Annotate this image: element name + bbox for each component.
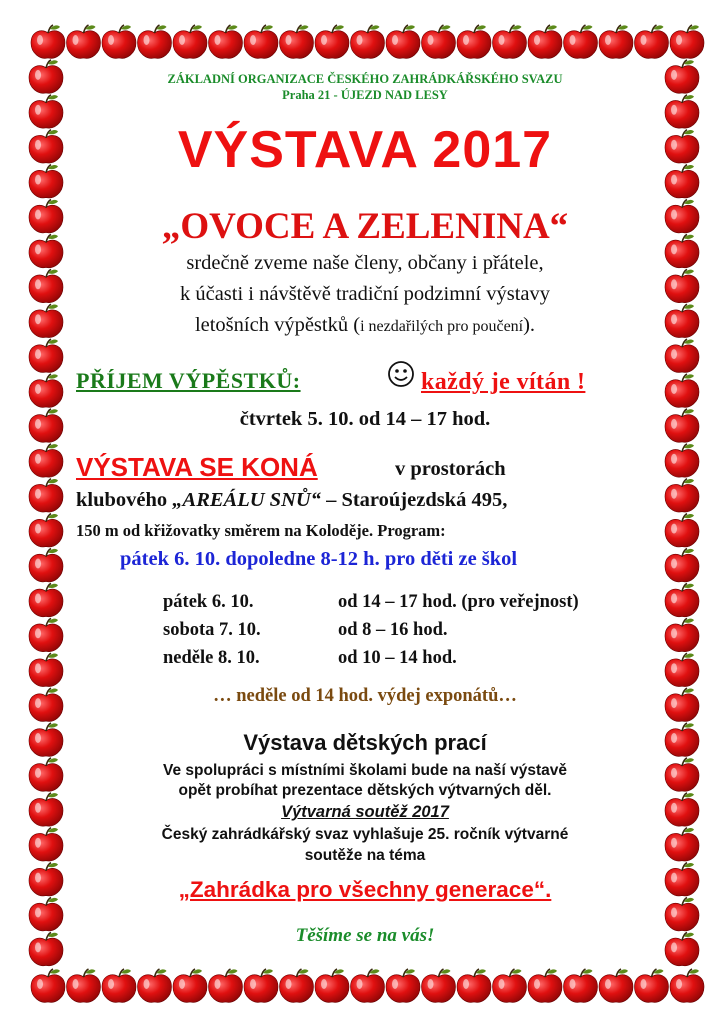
apple-icon	[29, 269, 63, 302]
apple-icon	[31, 969, 65, 1002]
organization-name: ZÁKLADNÍ ORGANIZACE ČESKÉHO ZAHRÁDKÁŘSKÉHO SVAZU	[167, 72, 563, 86]
apple-icon	[29, 304, 63, 337]
apple-icon	[29, 723, 63, 756]
apple-icon	[29, 549, 63, 582]
venue-directions: 150 m od křižovatky směrem na Koloděje. Program:	[76, 521, 446, 540]
contest-line-2: soutěže na téma	[304, 847, 426, 864]
apple-icon	[665, 444, 699, 477]
intro-line-1: srdečně zveme naše členy, občany i přátele,	[186, 252, 544, 274]
contest-line-1: Český zahrádkářský svaz vyhlašuje 25. ročník výtvarné	[161, 826, 569, 843]
apple-icon	[29, 479, 63, 512]
apple-icon	[29, 653, 63, 686]
organization-location: Praha 21 - ÚJEZD NAD LESY	[282, 88, 448, 102]
apple-icon	[665, 234, 699, 267]
apple-icon	[29, 898, 63, 931]
schedule-time: od 10 – 14 hod.	[338, 648, 457, 668]
apple-icon	[31, 25, 65, 58]
kids-exhibition-title: Výstava dětských prací	[243, 730, 487, 755]
schedule-day: neděle 8. 10.	[163, 648, 260, 668]
apple-icon	[665, 60, 699, 93]
apple-icon	[29, 828, 63, 861]
apple-icon	[29, 583, 63, 616]
school-program: pátek 6. 10. dopoledne 8-12 h. pro děti ze škol	[120, 548, 518, 570]
intro-line-3: letošních výpěstků (i nezdařilých pro poučení).	[194, 314, 536, 336]
apple-icon	[670, 25, 704, 58]
apple-icon	[29, 165, 63, 198]
apple-icon	[665, 479, 699, 512]
apple-icon	[670, 969, 704, 1002]
intake-label: PŘÍJEM VÝPĚSTKŮ:	[76, 368, 301, 393]
schedule-time: od 14 – 17 hod. (pro veřejnost)	[338, 592, 579, 612]
apple-icon	[29, 130, 63, 163]
apple-icon	[665, 549, 699, 582]
venue-address: klubového „AREÁLU SNŮ“ – Staroújezdská 495,	[76, 489, 508, 511]
apple-icon	[29, 234, 63, 267]
apple-icon	[665, 618, 699, 651]
kids-line-1: Ve spolupráci s místními školami bude na naší výstavě	[162, 762, 568, 779]
apple-icon	[665, 269, 699, 302]
apple-icon	[665, 688, 699, 721]
welcome-text: každý je vítán !	[421, 369, 586, 395]
apple-icon	[665, 514, 699, 547]
apple-icon	[29, 932, 63, 965]
apple-icon	[665, 723, 699, 756]
apple-icon	[665, 758, 699, 791]
apple-icon	[665, 339, 699, 372]
kids-line-2: opět probíhat prezentace dětských výtvarných děl.	[178, 782, 552, 799]
apple-icon	[665, 793, 699, 826]
apple-icon	[665, 898, 699, 931]
intro-line-2: k účasti i návštěvě tradiční podzimní výstavy	[179, 283, 551, 305]
apple-icon	[665, 932, 699, 965]
apple-icon	[29, 618, 63, 651]
apple-icon	[665, 130, 699, 163]
venue-heading: VÝSTAVA SE KONÁ	[76, 452, 318, 482]
apple-icon	[665, 653, 699, 686]
apple-icon	[665, 863, 699, 896]
smiley-icon	[387, 360, 415, 388]
apple-icon	[665, 165, 699, 198]
apple-icon	[29, 200, 63, 233]
apple-icon	[29, 444, 63, 477]
apple-icon	[29, 374, 63, 407]
apple-icon	[29, 758, 63, 791]
apple-icon	[665, 583, 699, 616]
apple-icon	[29, 95, 63, 128]
schedule-day: sobota 7. 10.	[163, 620, 261, 640]
contest-theme: „Zahrádka pro všechny generace“.	[178, 877, 552, 902]
apple-icon	[29, 339, 63, 372]
contest-title: Výtvarná soutěž 2017	[281, 803, 449, 821]
apple-icon	[665, 409, 699, 442]
closing-text: Těšíme se na vás!	[295, 925, 435, 946]
pickup-note: … neděle od 14 hod. výdej exponátů…	[213, 686, 517, 706]
page-title: VÝSTAVA 2017	[177, 121, 553, 179]
schedule-day: pátek 6. 10.	[163, 592, 254, 612]
apple-icon	[29, 60, 63, 93]
venue-heading-rest: v prostorách	[395, 458, 506, 480]
intake-date: čtvrtek 5. 10. od 14 – 17 hod.	[239, 408, 491, 430]
apple-icon	[29, 688, 63, 721]
apple-icon	[29, 863, 63, 896]
schedule-time: od 8 – 16 hod.	[338, 620, 448, 640]
apple-icon	[665, 374, 699, 407]
apple-icon	[29, 409, 63, 442]
apple-icon	[665, 304, 699, 337]
apple-icon	[29, 514, 63, 547]
apple-icon	[29, 793, 63, 826]
apple-icon	[665, 200, 699, 233]
apple-icon	[665, 828, 699, 861]
exhibition-subtitle: „OVOCE A ZELENINA“	[161, 206, 569, 247]
apple-icon	[665, 95, 699, 128]
